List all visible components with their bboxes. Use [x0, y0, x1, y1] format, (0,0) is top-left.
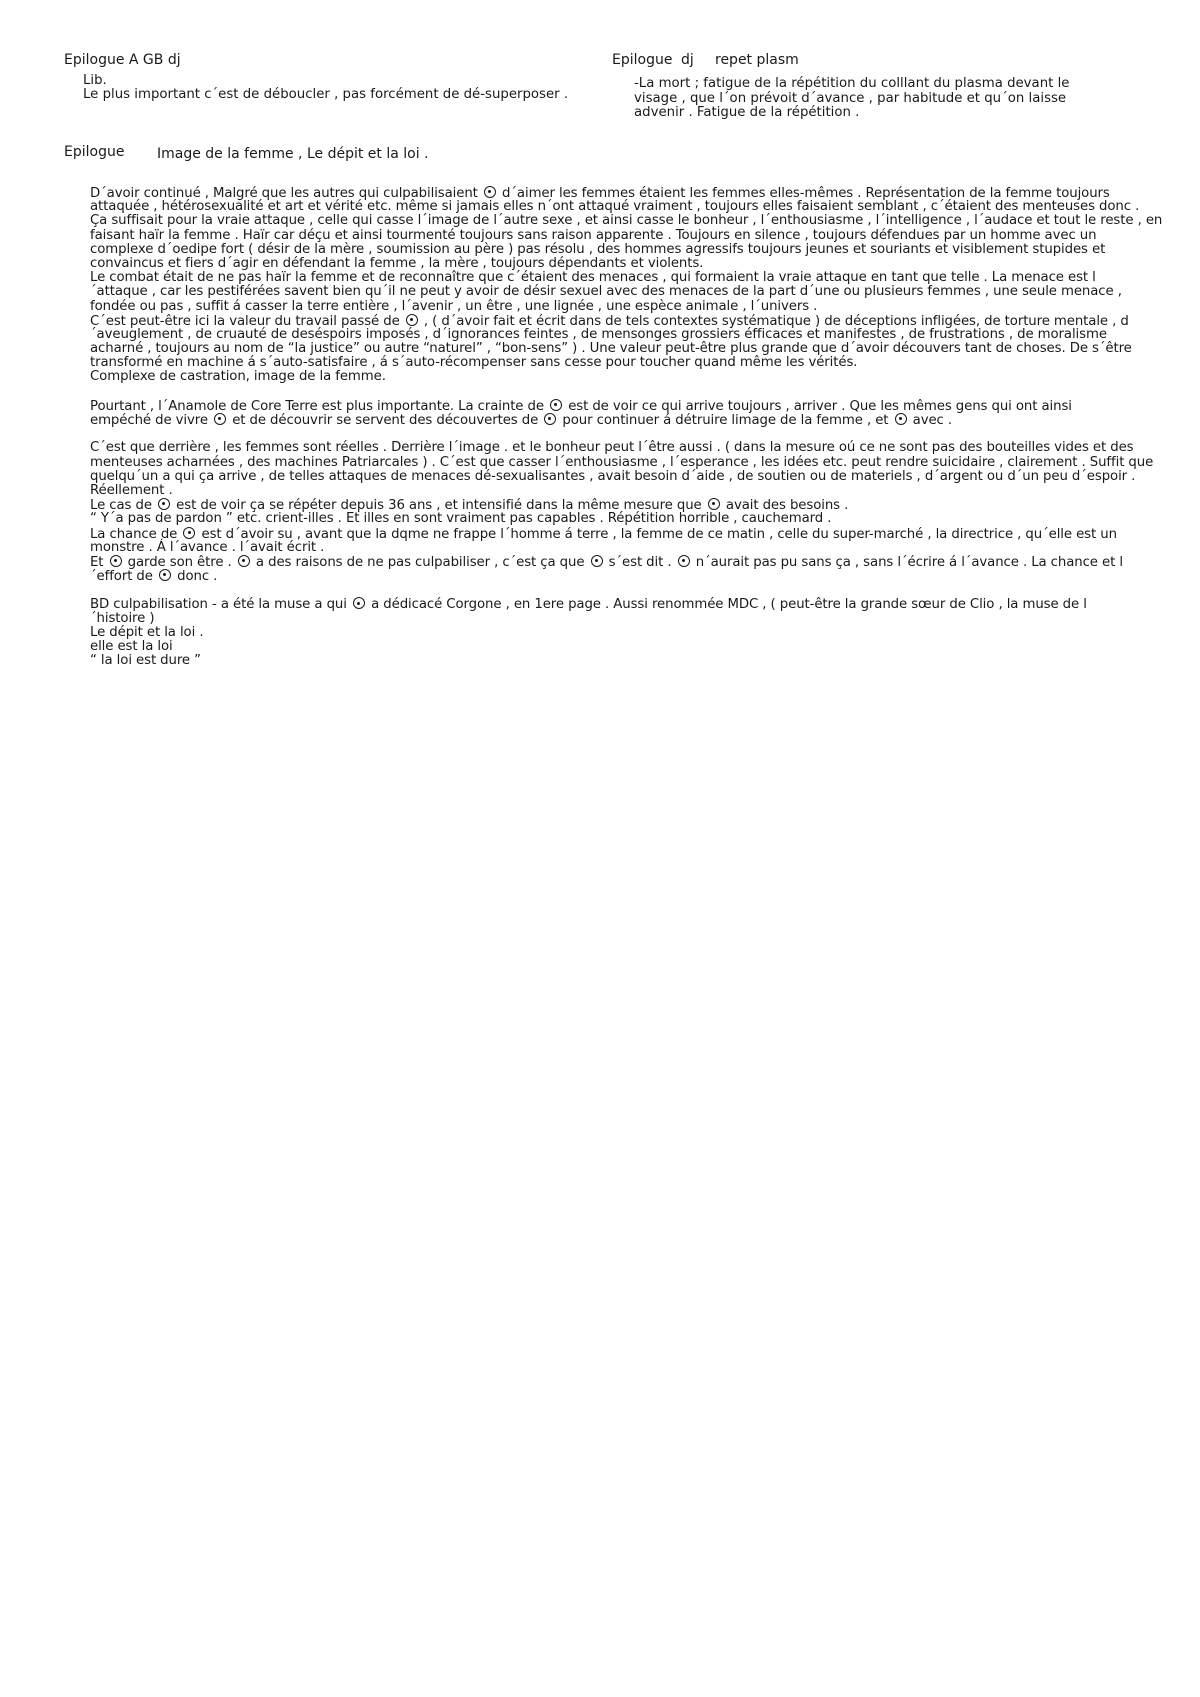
body-line: [90, 654, 1170, 668]
body-line: [90, 626, 1170, 640]
circled-dot-icon: [678, 555, 690, 567]
body-line: [90, 285, 1170, 299]
body-text-run: Complexe de castration, image de la femme.: [90, 369, 386, 385]
body-line: [90, 541, 1170, 555]
body-text-run: convaincus et fiers d´agir en défendant la femme , la mère , toujours dépendants et violents.: [90, 255, 704, 271]
body-line: [90, 328, 1170, 342]
body-text-run: menteuses acharnées , des machines Patriarcales ) . C´est que casser l´enthousiasme , l´esperance , les idées etc. peut rendre suicidaire , clairement . Suffit que: [90, 454, 1154, 470]
body-text-run: C´est que derrière , les femmes sont réelles . Derrière l´image . et le bonheur peut l´être aussi . ( dans la mesure oú ce ne sont pas des bouteilles vides et des: [90, 440, 1134, 456]
body-line: [90, 257, 1170, 271]
body-text-run: ´aveuglement , de cruauté de deséspoirs imposés , d´ignorances feintes , de mensonges grossiers éfficaces et manifestes , de frustrations , de moralisme: [90, 326, 1107, 342]
right-heading-dj: dj: [681, 52, 694, 68]
right-body-line: visage , que l´on prévoit d´avance , par habitude et qu´on laisse: [634, 90, 1067, 106]
body-text-run: acharné , toujours au nom de “la justice” ou autre “naturel” , “bon-sens” ) . Une valeur peut-être plus grande que d´avoir découvers tant de choses. De s´être: [90, 341, 1132, 357]
body-line: [90, 569, 1170, 583]
body-line: [90, 413, 1170, 427]
body-line: [90, 399, 1170, 413]
body-text-run: avec .: [908, 413, 953, 428]
section-label: Epilogue: [64, 144, 125, 160]
circled-dot-icon: [895, 413, 907, 425]
circled-dot-icon: [406, 314, 418, 326]
body-line: [90, 229, 1170, 243]
body-text-run: , ( d´avoir fait et écrit dans de tels contextes systématique ) de déceptions infligées, de torture mentale , d: [419, 313, 1129, 329]
left-sub-text: Le plus important c´est de déboucler , pas forcément de dé-superposer .: [83, 87, 569, 102]
body-line: [90, 370, 1170, 384]
body-text-run: donc .: [172, 569, 218, 585]
body-text-run: faisant haïr la femme . Haïr car déçu et ainsi tourmenté toujours sans raison apparente . Toujours en silence , toujours défendues par un homme avec un: [90, 227, 1097, 243]
body-text-run: n´aurait pas pu sans ça , sans l´écrire á l´avance . La chance et l: [691, 554, 1123, 570]
left-heading: Epilogue A GB dj: [64, 52, 181, 68]
body-line: [90, 470, 1170, 484]
right-body-block: [634, 77, 1069, 121]
body-text-run: “ la loi est dure ”: [90, 653, 201, 669]
circled-dot-icon: [159, 569, 171, 581]
body-line: [90, 314, 1170, 328]
body-line: [90, 512, 1170, 526]
body-text-run: C´est peut-être ici la valeur du travail passé de: [90, 313, 404, 329]
circled-dot-icon: [214, 413, 226, 425]
circled-dot-icon: [353, 597, 365, 609]
circled-dot-icon: [110, 555, 122, 567]
body-text-run: a des raisons de ne pas culpabiliser , c´est ça que: [251, 554, 589, 570]
body-text-run: est d´avoir su , avant que la dqme ne frappe l´homme á terre , la femme de ce matin , celle du super-marché , la directrice , qu´elle est un: [197, 526, 1117, 542]
body-text-run: Le cas de: [90, 498, 157, 514]
body-text-run: complexe d´oedipe fort ( désir de la mère , soumission au père ) pas résolu , des hommes agressifs toujours jeunes et souriants et visiblement stupides et: [90, 241, 1106, 257]
circled-dot-icon: [484, 186, 496, 198]
circled-dot-icon: [591, 555, 603, 567]
body-text-run: est de voir ce qui arrive toujours , arriver . Que les mêmes gens qui ont ainsi: [564, 398, 1072, 414]
body-text-run: pour continuer á détruire limage de la femme , et: [558, 413, 893, 428]
body-text-run: d´aimer les femmes étaient les femmes elles-mêmes . Représentation de la femme toujours: [497, 186, 1110, 201]
body-line: [90, 356, 1170, 370]
right-heading-epilogue: Epilogue: [612, 52, 673, 68]
circled-dot-icon: [708, 498, 720, 510]
paragraph-gap: [90, 385, 1170, 399]
body-line: [90, 214, 1170, 228]
body-text-run: elle est la loi: [90, 639, 173, 654]
right-body-line: -La mort ; fatigue de la répétition du colllant du plasma devant le: [634, 76, 1070, 91]
body-text-run: a dédicacé Corgone , en 1ere page . Aussi renommée MDC , ( peut-être la grande sœur de Clio , la muse de l: [366, 597, 1087, 613]
body-text-run: fondée ou pas , suffit á casser la terre entière , l´avenir , un être , une lignée , une espèce animale , l´univers .: [90, 298, 818, 314]
circled-dot-icon: [544, 413, 556, 425]
body-line: [90, 555, 1170, 569]
body-line: [90, 243, 1170, 257]
body-line: [90, 300, 1170, 314]
left-sub-lib: Lib.: [83, 73, 107, 88]
body-text-run: ´attaque , car les pestiférées savent bien qu´il ne peut y avoir de désir sexuel avec des menaces de la part d´une ou plusieurs femmes , une seule menace ,: [90, 284, 1122, 300]
circled-dot-icon: [158, 498, 170, 510]
body-text-run: “ Y´a pas de pardon ” etc. crient-illes . Et illes en sont vraiment pas capables . Répétition horrible , cauchemard .: [90, 511, 832, 527]
body-line: [90, 612, 1170, 626]
body-text-run: ´histoire ): [90, 610, 155, 626]
body-line: [90, 640, 1170, 654]
body-text-run: transformé en machine á s´auto-satisfaire , á s´auto-récompenser sans cesse pour toucher quand même les vérités.: [90, 355, 858, 371]
body-text-run: quelqu´un a qui ça arrive , de telles attaques de menaces dé-sexualisantes , avait besoin d´aide , de soutien ou de materiels , d´argent ou d´un peu d´espoir .: [90, 468, 1136, 484]
body-text-run: Le dépit et la loi .: [90, 624, 204, 640]
body-line: [90, 441, 1170, 455]
right-heading-repet: repet plasm: [715, 52, 799, 68]
circled-dot-icon: [550, 399, 562, 411]
body-text-run: monstre . Á l´avance . l´avait écrit .: [90, 539, 325, 555]
body-text-run: Réellement .: [90, 482, 173, 498]
body-line: [90, 597, 1170, 611]
body-line: [90, 484, 1170, 498]
body-text-run: D´avoir continué , Malgré que les autres qui culpabilisaient: [90, 186, 482, 201]
body-line: [90, 456, 1170, 470]
body-text-run: Pourtant , l´Anamole de Core Terre est plus importante. La crainte de: [90, 398, 549, 414]
section-title: Image de la femme , Le dépit et la loi .: [157, 146, 429, 162]
body-text-run: La chance de: [90, 526, 182, 542]
body-line: [90, 527, 1170, 541]
body-text-run: attaquée , hétérosexualité et art et vérité etc. même si jamais elles n´ont attaqué vraiment , toujours elles faisaient semblant , c´étaient des menteuses donc .: [90, 199, 1140, 215]
body-text-run: s´est dit .: [604, 554, 676, 570]
circled-dot-icon: [183, 527, 195, 539]
body-text-run: empéché de vivre: [90, 413, 213, 428]
body-text-run: Et: [90, 554, 108, 570]
body-text-run: et de découvrir se servent des découvertes de: [228, 413, 543, 428]
circled-dot-icon: [238, 555, 250, 567]
body-text-run: Le combat était de ne pas haïr la femme et de reconnaître que c´étaient des menaces , qui formaient la vraie attaque en tant que telle . La menace est l: [90, 270, 1096, 286]
right-body-line: advenir . Fatigue de la répétition .: [634, 105, 860, 120]
body-text-run: ´effort de: [90, 569, 157, 585]
body-text: [90, 186, 1170, 668]
body-text-run: BD culpabilisation - a été la muse a qui: [90, 597, 351, 613]
paragraph-gap: [90, 583, 1170, 597]
body-text-run: Ça suffisait pour la vraie attaque , celle qui casse l´image de l´autre sexe , et ainsi casse le bonheur , l´enthousiasme , l´intelligence , l´audace et tout le reste , en: [90, 213, 1163, 229]
body-text-run: avait des besoins .: [721, 498, 849, 514]
body-text-run: garde son être .: [123, 554, 236, 570]
body-text-run: est de voir ça se répéter depuis 36 ans , et intensifié dans la même mesure que: [172, 498, 706, 514]
